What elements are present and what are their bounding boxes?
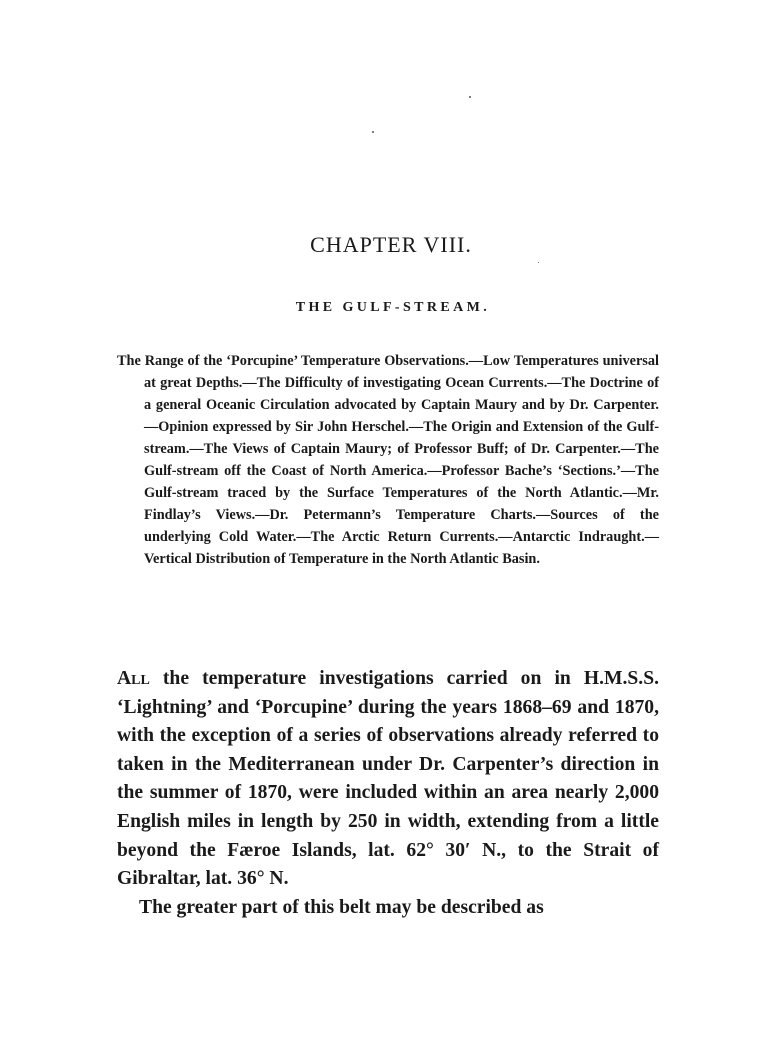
page-speck-1: [469, 96, 471, 98]
chapter-subtitle: THE GULF-STREAM.: [295, 300, 491, 315]
chapter-synopsis: The Range of the ‘Porcupine’ Temperature Observations.—Low Temperatures universal at great Depths.—The Difficulty of investigating Ocean Currents.—The Doctrine of a general Oceanic Circulation advocated by Captain Maury and by Dr. Carpenter.—Opinion expressed by Sir John Herschel.—The Origin and Extension of the Gulf-stream.—The Views of Captain Maury; of Professor Buff; of Dr. Carpenter.—The Gulf-stream off the Coast of North America.—Professor Bache’s ‘Sections.’—The Gulf-stream traced by the Surface Temperatures of the North Atlantic.—Mr. Findlay’s Views.—Dr. Petermann’s Temperature Charts.—Sources of the underlying Cold Water.—The Arctic Return Currents.—Antarctic Indraught.—Vertical Distribution of Temperature in the North Atlantic Basin.: [117, 353, 659, 567]
body-text: [117, 665, 659, 922]
opening-word: All: [117, 668, 150, 689]
body-paragraph-2: The greater part of this belt may be described as: [139, 896, 544, 918]
chapter-title: CHAPTER VIII.: [310, 232, 472, 257]
body-paragraph-1: [117, 665, 659, 894]
page-speck-3: [538, 262, 539, 263]
paragraph-1-text: the temperature investigations carried on in H.M.S.S. ‘Lightning’ and ‘Porcupine’ during the years 1868–69 and 1870, with the exception of a series of observations already referred to taken in the Mediterranean under Dr. Carpenter’s direction in the summer of 1870, were included within an area nearly 2,000 English miles in length by 250 in width, extending from a little beyond the Færoe Islands, lat. 62° 30′ N., to the Strait of Gibraltar, lat. 36° N.: [117, 668, 659, 890]
page-speck-2: [372, 131, 374, 133]
